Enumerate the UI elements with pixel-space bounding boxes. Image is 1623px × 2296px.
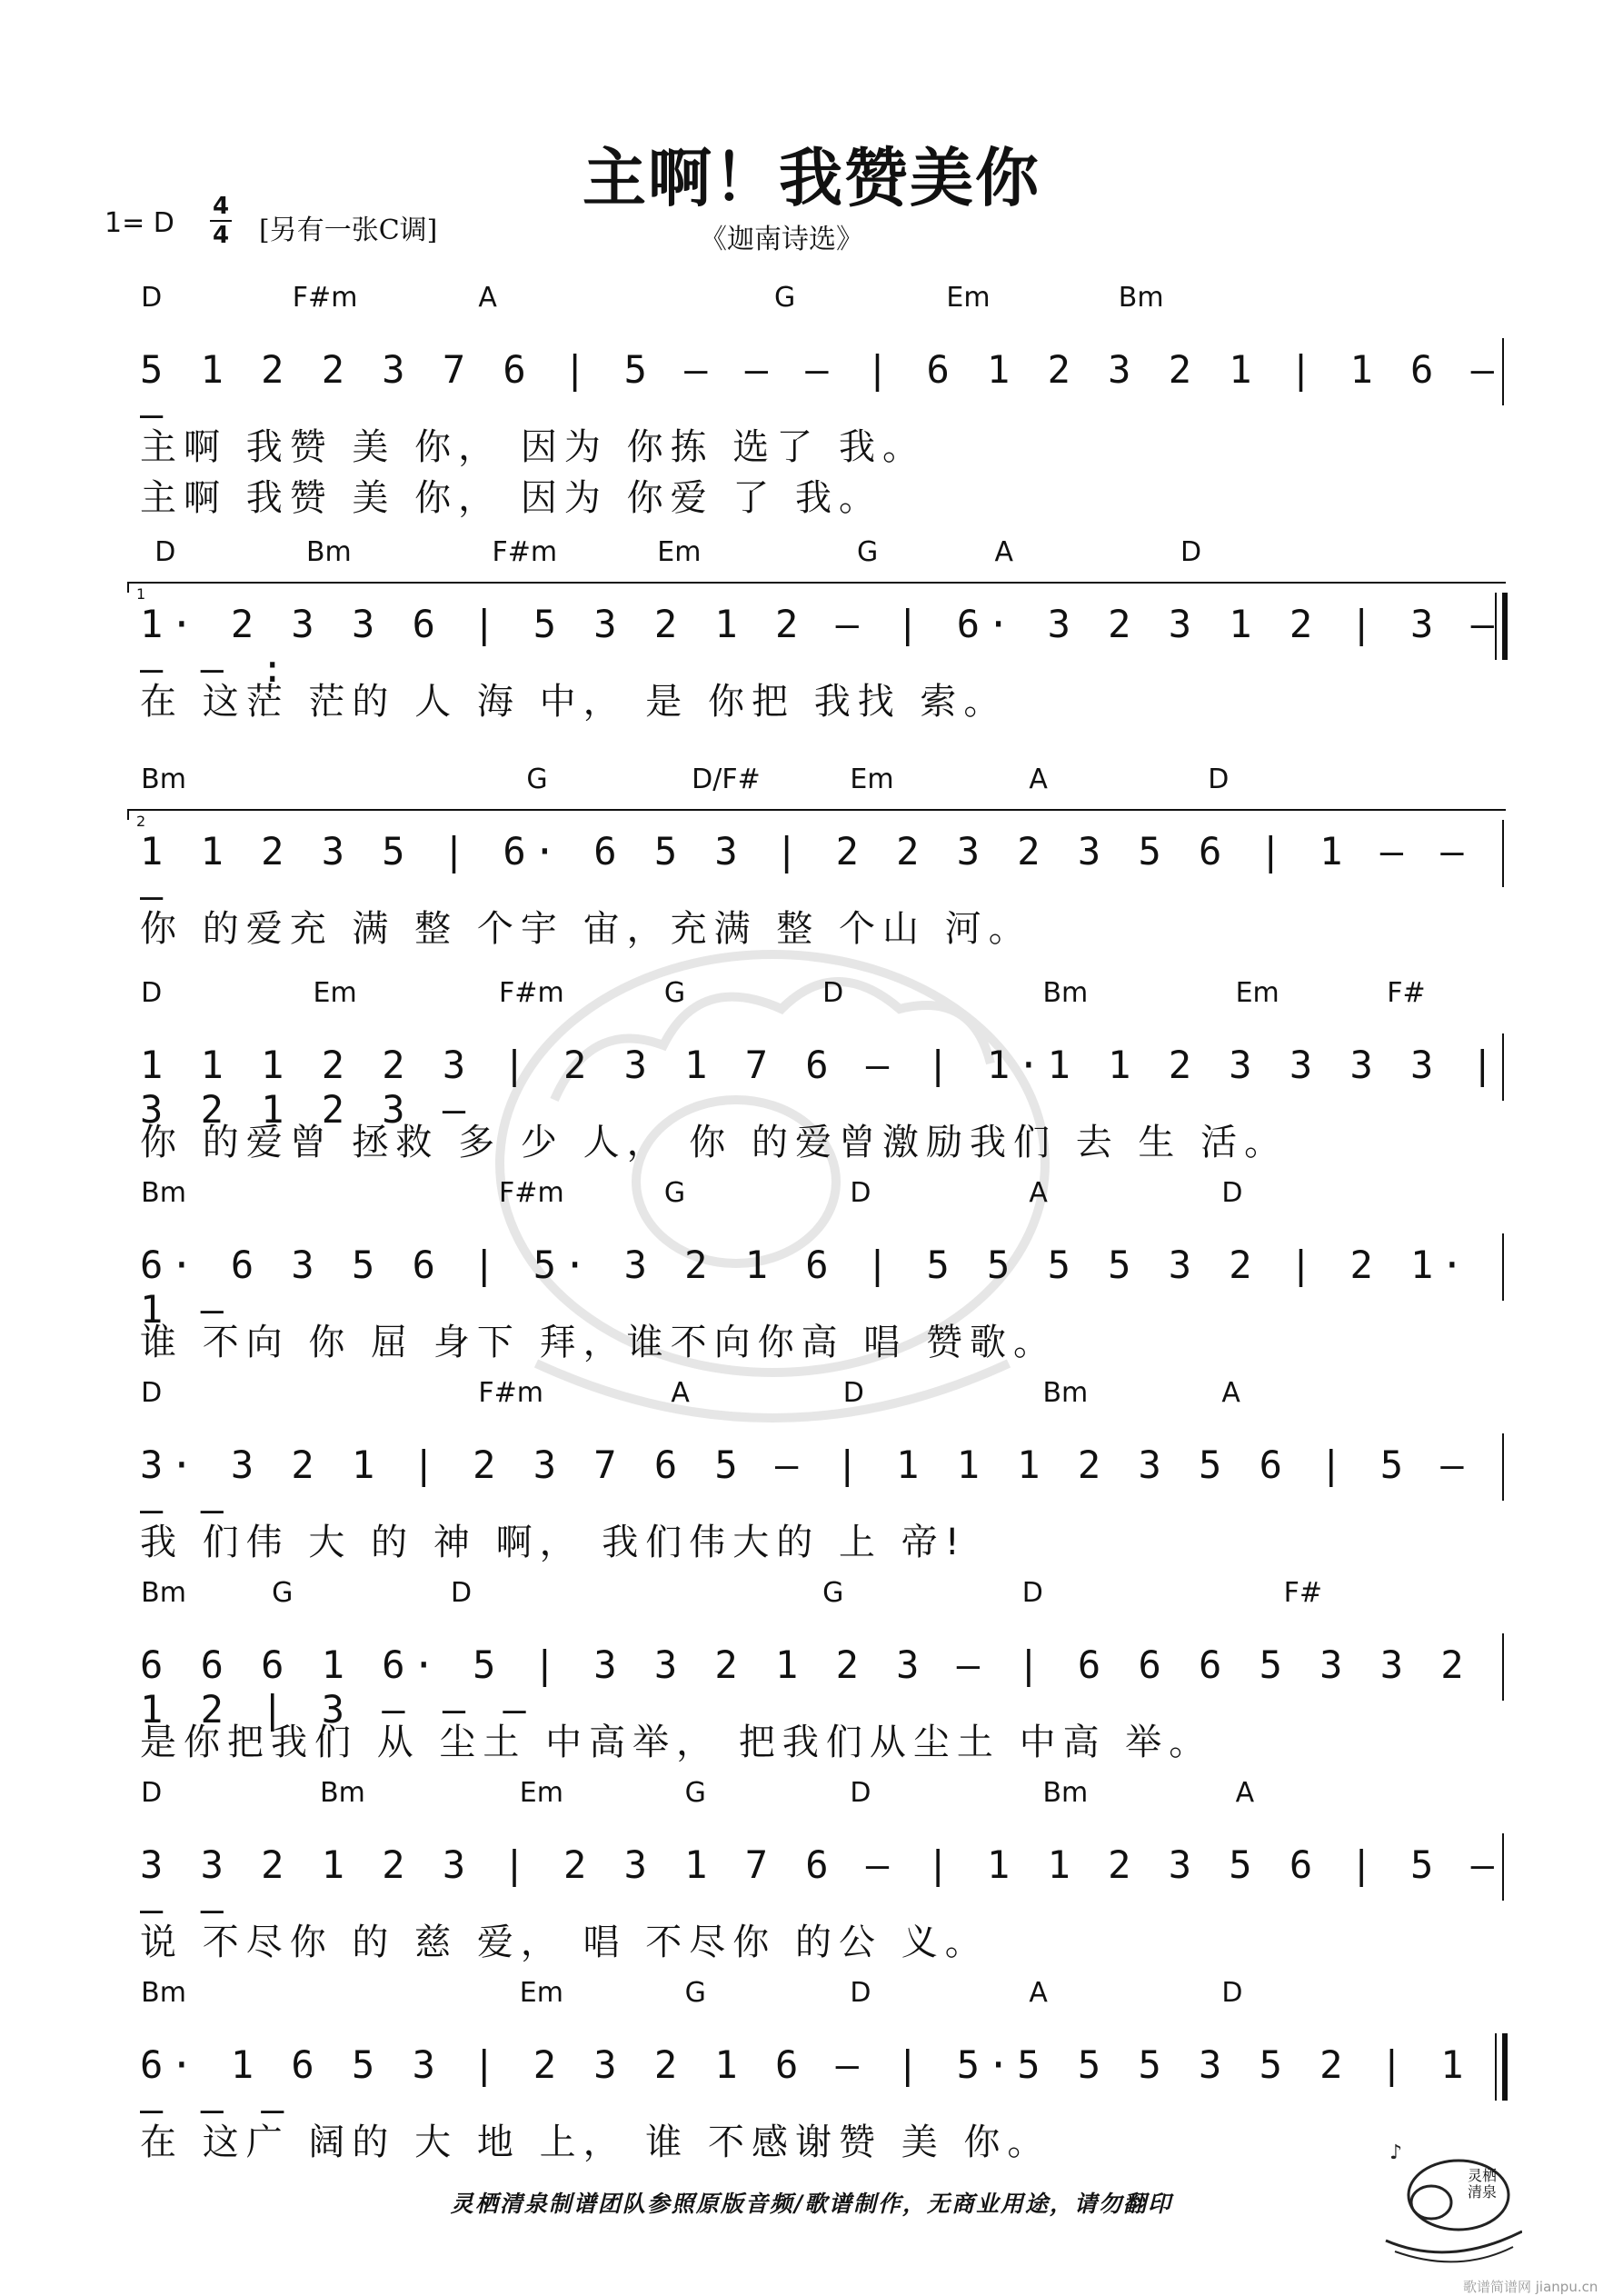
lyrics-line: 在 这茫 茫的 人 海 中， 是 你把 我找 索。 (140, 681, 1008, 723)
score-system (127, 1968, 1504, 2164)
notation-text: 3· 3 2 1 | 2 3 7 6 5 – | 1 1 1 2 3 5 6 | 5 – – – (140, 1442, 1471, 1532)
notation-row (127, 809, 1504, 918)
chord-row (127, 1568, 1504, 1622)
notation-text: 6· 6 3 5 6 | 5· 3 2 1 6 | 5 5 5 5 3 2 | 2 1· 1 – (140, 1243, 1471, 1332)
lyrics-line: 说 不尽你 的 慈 爱， 唱 不尽你 的公 义。 (140, 1922, 989, 1963)
final-barline (1495, 593, 1504, 660)
chord-label: D (842, 1377, 864, 1409)
notation-row (127, 582, 1504, 691)
score-system (127, 527, 1504, 724)
chord-label: Em (519, 1777, 563, 1809)
chord-label: A (1235, 1777, 1255, 1809)
chord-label: A (1029, 1177, 1048, 1209)
volta-number: 1 (136, 585, 146, 603)
final-barline (1502, 1433, 1504, 1501)
chord-label: Bm (141, 1977, 186, 2009)
chord-label: G (822, 1577, 844, 1609)
chord-label: D (850, 1777, 871, 1809)
chord-label: Bm (305, 536, 352, 568)
lyrics-line: 你 的爱充 满 整 个宇 宙，充满 整 个山 河。 (140, 908, 1032, 950)
chord-label: F#m (292, 282, 358, 314)
chord-label: Bm (1118, 282, 1164, 314)
time-signature (207, 193, 234, 249)
chord-label: G (272, 1577, 294, 1609)
chord-label: G (856, 536, 879, 568)
score-system (127, 1568, 1504, 1764)
chord-label: Bm (320, 1777, 365, 1809)
notation-text: 3 3 2 1 2 3 | 2 3 1 7 6 – | 1 1 2 3 5 6 | 5 – – – (140, 1842, 1501, 1932)
lyrics-line: 主啊 我赞 美 你， 因为 你爱 了 我。 (140, 477, 883, 519)
svg-text:♪: ♪ (1389, 2141, 1403, 2164)
chord-row (127, 1368, 1504, 1423)
notation-row (127, 1622, 1504, 1732)
chord-label: A (1029, 764, 1048, 795)
score-system (127, 273, 1504, 520)
chord-label: Em (946, 282, 991, 314)
chord-label: Bm (1042, 1377, 1089, 1409)
chord-label: Bm (141, 764, 186, 795)
lyrics-line: 主啊 我赞 美 你， 因为 你拣 选了 我。 (140, 426, 927, 468)
site-watermark: 歌谱简谱网 jianpu.cn (1463, 2279, 1598, 2295)
chord-label: Em (657, 536, 702, 568)
score-system (127, 1168, 1504, 1364)
chord-label: Em (313, 977, 357, 1009)
chord-label: G (684, 1977, 706, 2009)
chord-row (127, 527, 1504, 582)
score-system (127, 1368, 1504, 1564)
notation-text: 6 6 6 1 6· 5 | 3 3 2 1 2 3 – | 6 6 6 5 3 3 2 1 2 | 3 – – – (140, 1642, 1471, 1732)
chord-label: Bm (1042, 1777, 1089, 1809)
footer-note: 灵栖清泉制谱团队参照原版音频/歌谱制作，无商业用途，请勿翻印 (450, 2191, 1173, 2217)
chord-label: D (141, 1377, 163, 1409)
chord-label: D (154, 536, 176, 568)
chord-label: F# (1283, 1577, 1322, 1609)
chord-label: G (684, 1777, 706, 1809)
chord-label: A (1221, 1377, 1240, 1409)
chord-row (127, 273, 1504, 327)
chord-row (127, 1968, 1504, 2022)
chord-row (127, 1168, 1504, 1223)
chord-label: F# (1387, 977, 1426, 1009)
final-barline (1495, 2033, 1504, 2101)
final-barline (1502, 1633, 1504, 1701)
notation-text: 1 1 1 2 2 3 | 2 3 1 7 6 – | 1·1 1 2 3 3 3 3 | 3 2 1 2 3 – (140, 1043, 1501, 1132)
chord-label: G (526, 764, 548, 795)
time-signature-bottom: 4 (212, 222, 230, 249)
notation-row (127, 2022, 1504, 2131)
chord-label: G (663, 1177, 686, 1209)
chord-label: D (850, 1177, 871, 1209)
chord-label: F#m (492, 536, 558, 568)
notation-row (127, 1023, 1504, 1132)
final-barline (1502, 820, 1504, 887)
chord-label: Bm (141, 1177, 186, 1209)
notation-row (127, 1423, 1504, 1532)
chord-label: D (1208, 764, 1230, 795)
chord-row (127, 1768, 1504, 1822)
chord-label: Em (1235, 977, 1279, 1009)
chord-label: F#m (499, 977, 564, 1009)
chord-label: A (671, 1377, 690, 1409)
volta-bracket (127, 582, 1506, 603)
chord-label: Em (519, 1977, 563, 2009)
chord-label: D (1221, 1177, 1243, 1209)
key-signature: 1= D (105, 207, 174, 239)
chord-label: A (1029, 1977, 1048, 2009)
chord-label: Bm (141, 1577, 186, 1609)
time-signature-top: 4 (212, 193, 230, 220)
lyrics-line: 谁 不向 你 屈 身下 拜，谁不向你高 唱 赞歌。 (140, 1322, 1058, 1363)
chord-row (127, 968, 1504, 1023)
source-label: 《迦南诗选》 (700, 224, 863, 255)
chord-label: G (774, 282, 796, 314)
volta-number: 2 (136, 813, 146, 830)
chord-label: D (1221, 1977, 1243, 2009)
lyrics-line: 是你把我们 从 尘土 中高举， 把我们从尘土 中高 举。 (140, 1722, 1213, 1763)
final-barline (1502, 1233, 1504, 1301)
alt-key-note: [另有一张C调] (259, 215, 438, 246)
chord-label: Em (850, 764, 894, 795)
lyrics-line: 在 这广 阔的 大 地 上， 谁 不感谢赞 美 你。 (140, 2121, 1051, 2163)
chord-label: D (850, 1977, 871, 2009)
score-system (127, 968, 1504, 1164)
chord-label: D (451, 1577, 473, 1609)
notation-row (127, 1223, 1504, 1332)
notation-row (127, 1822, 1504, 1932)
volta-bracket (127, 809, 1506, 830)
chord-label: A (478, 282, 497, 314)
logo-text: 灵栖清泉 (1468, 2167, 1498, 2201)
final-barline (1502, 338, 1504, 405)
chord-row (127, 754, 1504, 809)
notation-row (127, 327, 1504, 436)
notation-text: 6· 1 6 5 3 | 2 3 2 1 6 – | 5·5 5 5 3 5 2 | 1 – – – (140, 2042, 1471, 2131)
chord-label: D (141, 977, 163, 1009)
final-barline (1502, 1833, 1504, 1901)
lyrics-line: 我 们伟 大 的 神 啊， 我们伟大的 上 帝! (140, 1522, 967, 1563)
score-system (127, 1768, 1504, 1964)
chord-label: D (1180, 536, 1202, 568)
chord-label: D (1021, 1577, 1043, 1609)
chord-label: Bm (1042, 977, 1089, 1009)
notation-text: 1· 2 3 3 6 | 5 3 2 1 2 – | 6· 3 2 3 1 2 | 3 – – – : (140, 602, 1501, 691)
chord-label: D/F# (692, 764, 761, 795)
song-title: 主啊！我赞美你 (582, 141, 1041, 215)
notation-text: 5 1 2 2 3 7 6 | 5 – – – | 6 1 2 3 2 1 | 1 6 – – (140, 347, 1501, 436)
lyrics-line: 你 的爱曾 拯救 多 少 人， 你 的爱曾激励我们 去 生 活。 (140, 1122, 1289, 1163)
final-barline (1502, 1033, 1504, 1101)
score-system (127, 754, 1504, 951)
chord-label: F#m (499, 1177, 564, 1209)
notation-text: 1 1 2 3 5 | 6· 6 5 3 | 2 2 3 2 3 5 6 | 1 – – – (140, 829, 1471, 918)
chord-label: D (141, 282, 163, 314)
chord-label: G (663, 977, 686, 1009)
chord-label: D (822, 977, 844, 1009)
chord-label: F#m (478, 1377, 543, 1409)
chord-label: A (994, 536, 1013, 568)
chord-label: D (141, 1777, 163, 1809)
